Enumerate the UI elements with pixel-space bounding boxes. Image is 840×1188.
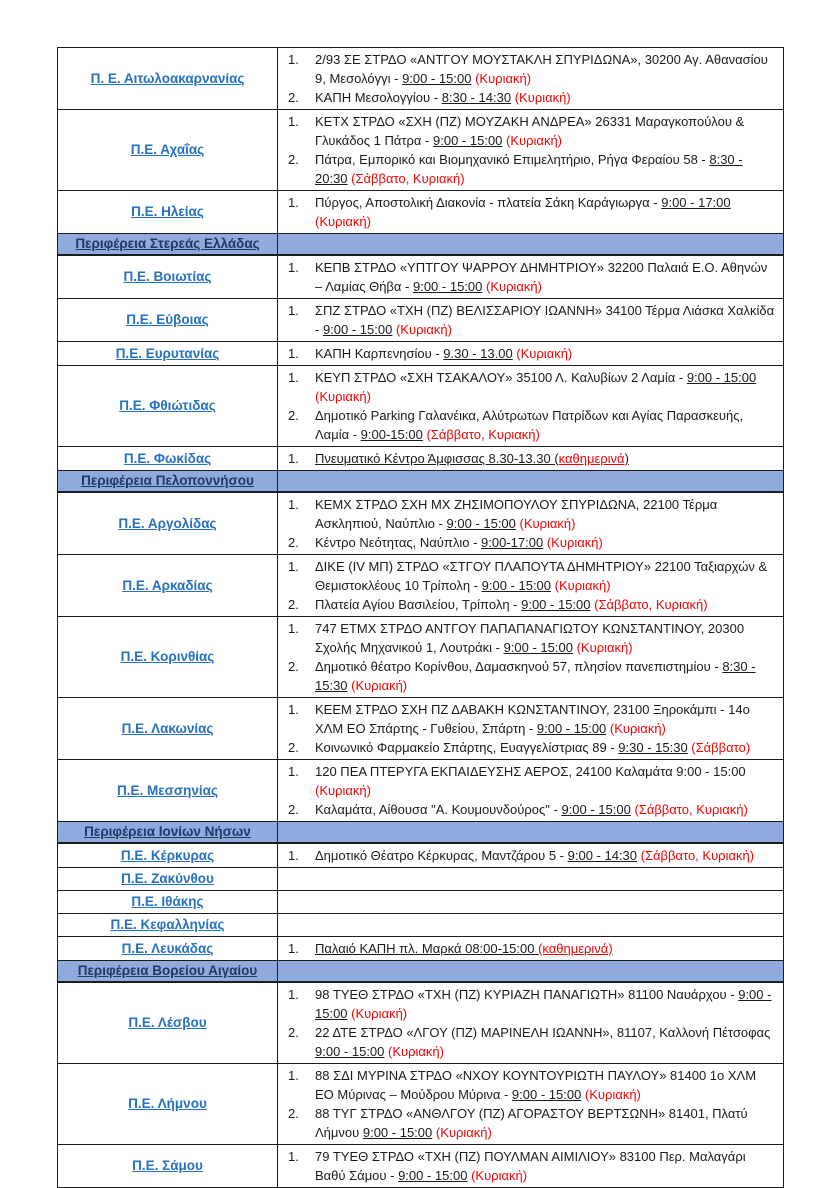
location-item: [288, 1023, 777, 1061]
item-text: [315, 700, 777, 738]
text-segment: 9:00 - 15:00: [322, 322, 393, 337]
item-number: 1.: [288, 559, 299, 574]
text-segment: 79 ΤΥΕΘ ΣΤΡΔΟ «ΤΧΗ (ΠΖ) ΠΟΥΛΜΑΝ ΑΙΜΙΛΙΟΥ» 83100 Περ. Μαλαγάρι Βαθύ Σάμου -: [315, 1149, 746, 1183]
location-item: [288, 657, 777, 695]
text-segment: Δημοτικό Θέατρο Κέρκυρας, Μαντζάρου 5 -: [315, 848, 568, 863]
text-segment: 9:00 - 15:00: [536, 721, 607, 736]
item-text: [315, 258, 777, 296]
text-segment: ΚΕΕΜ ΣΤΡΔΟ ΣΧΗ ΠΖ ΔΑΒΑΚΗ ΚΩΝΣΤΑΝΤΙΝΟΥ, 23100 Ξηροκάμπι - 14ο ΧΛΜ ΕΟ Σπάρτης - Γυθείου, Σπάρτη -: [315, 702, 750, 736]
region-row: [58, 891, 783, 914]
region-row: [58, 48, 783, 110]
item-text: [315, 762, 777, 800]
region-cell: [58, 447, 278, 470]
text-segment: (Κυριακή): [315, 214, 371, 229]
item-number: 2.: [288, 597, 299, 612]
item-text: [315, 557, 777, 595]
location-item: [288, 150, 777, 188]
region-cell: [58, 937, 278, 960]
text-segment: (Κυριακή): [315, 783, 371, 798]
text-segment: καθημερινά: [558, 451, 625, 466]
locations-cell: [278, 555, 783, 616]
text-segment: 9:00 - 15:00: [412, 279, 483, 294]
text-segment: ΚΕΠΒ ΣΤΡΔΟ «ΥΠΤΓΟΥ ΨΑΡΡΟΥ ΔΗΜΗΤΡΙΟΥ» 32200 Παλαιά Ε.Ο. Αθηνών – Λαμίας Θήβα -: [315, 260, 768, 294]
location-item: [288, 495, 777, 533]
item-text: [315, 657, 777, 695]
item-number: 1.: [288, 52, 299, 67]
locations-cell: [278, 110, 783, 190]
region-link[interactable]: Π.Ε. Αργολίδας: [118, 515, 217, 531]
region-row: [58, 914, 783, 937]
item-number: 2.: [288, 1025, 299, 1040]
item-number: 1.: [288, 195, 299, 210]
region-link[interactable]: Π.Ε. Εύβοιας: [126, 312, 209, 327]
locations-cell: [278, 760, 783, 821]
text-segment: 9:00 - 15:00: [686, 370, 757, 385]
text-segment: 9:00 - 15:00: [315, 1044, 385, 1059]
region-link[interactable]: Π.Ε. Λέσβου: [128, 1015, 207, 1030]
item-text: [315, 368, 777, 406]
text-segment: 98 ΤΥΕΘ ΣΤΡΔΟ «ΤΧΗ (ΠΖ) ΚΥΡΙΑΖΗ ΠΑΝΑΓΙΩΤΗ» 81100 Ναυάρχου -: [315, 987, 739, 1002]
item-text: [315, 985, 777, 1023]
item-text: [315, 150, 777, 188]
text-segment: (Κυριακή): [475, 71, 532, 86]
location-item: [288, 88, 777, 107]
text-segment: (Κυριακή): [506, 133, 562, 148]
text-segment: 9:00 - 15:00: [446, 516, 516, 531]
region-header-fill: [278, 471, 783, 491]
region-row: [58, 256, 783, 299]
region-cell: [58, 1145, 278, 1187]
item-number: 2.: [288, 659, 299, 674]
item-number: 1.: [288, 1068, 299, 1083]
region-header-cell: [58, 822, 278, 842]
text-segment: ΚΕΤΧ ΣΤΡΔΟ «ΣΧΗ (ΠΖ) ΜΟΥΖΑΚΗ ΑΝΔΡΕΑ» 26331 Μαραγκοπούλου & Γλυκάδος 1 Πάτρα -: [315, 114, 745, 148]
region-link[interactable]: Π.Ε. Ζακύνθου: [121, 871, 214, 886]
text-segment: 9.30 - 13.00: [443, 346, 513, 361]
region-row: [58, 617, 783, 698]
region-cell: [58, 493, 278, 554]
item-number: 1.: [288, 497, 299, 512]
region-cell: [58, 868, 278, 890]
region-cell: [58, 191, 278, 233]
region-link[interactable]: Π.Ε. Λευκάδας: [121, 940, 214, 956]
item-number: 1.: [288, 621, 299, 636]
region-link[interactable]: Π.Ε. Ιθάκης: [131, 894, 204, 909]
location-item: [288, 738, 777, 757]
item-text: [315, 533, 777, 552]
text-segment: ΣΠΖ ΣΤΡΔΟ «ΤΧΗ (ΠΖ) ΒΕΛΙΣΣΑΡΙΟΥ ΙΩΑΝΝΗ» 34100 Τέρμα Λιάσκα Χαλκίδα -: [315, 303, 775, 337]
text-segment: Καλαμάτα, Αίθουσα "Α. Κουμουνδούρος" -: [315, 802, 562, 817]
item-text: [315, 301, 777, 339]
text-segment: 9:00 - 15:00: [398, 1168, 468, 1183]
text-segment: 9:00 - 15:00: [521, 597, 591, 612]
item-number: 2.: [288, 152, 299, 167]
text-segment: (Κυριακή): [471, 1168, 528, 1183]
text-segment: 9:00 - 14:30: [567, 848, 638, 863]
location-item: [288, 344, 777, 363]
location-item: [288, 557, 777, 595]
text-segment: 22 ΔΤΕ ΣΤΡΔΟ «ΛΓΟΥ (ΠΖ) ΜΑΡΙΝΕΛΗ ΙΩΑΝΝΗ», 81107, Καλλονή Πέτσοφας: [315, 1025, 771, 1040]
region-cell: [58, 1064, 278, 1144]
location-item: [288, 449, 777, 468]
text-segment: (Σάββατο): [691, 740, 751, 755]
item-number: 1.: [288, 114, 299, 129]
text-segment: Παλαιό ΚΑΠΗ πλ. Μαρκά 08:00-15:00: [315, 941, 539, 956]
item-number: 1.: [288, 941, 299, 956]
locations-cell: [278, 447, 783, 470]
text-segment: 88 ΤΥΓ ΣΤΡΔΟ «ΑΝΘΛΓΟΥ (ΠΖ) ΑΓΟΡΑΣΤΟΥ ΒΕΡΤΣΩΝΗ» 81401, Πλατύ Λήμνου: [315, 1106, 748, 1140]
item-text: [315, 406, 777, 444]
item-number: 1.: [288, 346, 299, 361]
text-segment: (Κυριακή): [516, 346, 573, 361]
text-segment: (Κυριακή): [351, 1006, 408, 1021]
text-segment: (Σάββατο, Κυριακή): [351, 171, 465, 186]
location-item: [288, 700, 777, 738]
region-header-row: [58, 961, 783, 983]
region-row: [58, 493, 783, 555]
region-cell: [58, 110, 278, 190]
locations-cell: [278, 844, 783, 867]
item-text: [315, 50, 777, 88]
document-table: [57, 47, 784, 1188]
item-text: [315, 738, 777, 757]
region-row: [58, 447, 783, 471]
region-row: [58, 844, 783, 868]
locations-cell: [278, 493, 783, 554]
region-link[interactable]: Π.Ε. Φωκίδας: [123, 450, 212, 466]
text-segment: (Κυριακή): [546, 535, 603, 550]
region-link[interactable]: Π.Ε. Βοιωτίας: [123, 269, 212, 284]
item-number: 2.: [288, 740, 299, 755]
text-segment: ΚΑΠΗ Μεσολογγίου -: [315, 90, 442, 105]
location-item: [288, 846, 777, 865]
item-number: 2.: [288, 802, 299, 817]
locations-cell: [278, 937, 783, 960]
region-header-label: Περιφέρεια Ιονίων Νήσων: [84, 824, 251, 839]
region-row: [58, 868, 783, 891]
region-header-cell: [58, 234, 278, 254]
region-link[interactable]: Π.Ε. Σάμου: [132, 1158, 203, 1173]
region-header-label: Περιφέρεια Στερεάς Ελλάδας: [75, 236, 260, 251]
text-segment: Πύργος, Αποστολική Διακονία - πλατεία Σάκη Καράγιωργα -: [315, 195, 662, 210]
region-cell: [58, 299, 278, 341]
item-number: 1.: [288, 1149, 299, 1164]
text-segment: 9:30 - 15:30: [618, 740, 688, 755]
region-row: [58, 191, 783, 234]
text-segment: (Κυριακή): [315, 389, 371, 404]
locations-cell: [278, 299, 783, 341]
region-link[interactable]: Π.Ε. Ηλείας: [131, 204, 204, 219]
text-segment: Δημοτικό θέατρο Κορίνθου, Δαμασκηνού 57, πλησίον πανεπιστημίου -: [315, 659, 723, 674]
text-segment: (Κυριακή): [514, 90, 571, 105]
region-row: [58, 555, 783, 617]
text-segment: 9:00 - 15:00: [503, 640, 573, 655]
item-number: 1.: [288, 303, 299, 318]
text-segment: 88 ΣΔΙ ΜΥΡΙΝΑ ΣΤΡΔΟ «ΝΧΟΥ ΚΟΥΝΤΟΥΡΙΩΤΗ ΠΑΥΛΟΥ» 81400 1ο ΧΛΜ ΕΟ Μύρινας – Μούδρου Μύρινα -: [315, 1068, 757, 1102]
text-segment: (Σάββατο, Κυριακή): [594, 597, 708, 612]
text-segment: Πάτρα, Εμπορικό και Βιομηχανικό Επιμελητήριο, Ρήγα Φεραίου 58 -: [315, 152, 710, 167]
text-segment: 9:00 - 17:00: [661, 195, 731, 210]
text-segment: 9:00 - 15:00: [481, 578, 552, 593]
item-text: [315, 939, 777, 958]
location-item: [288, 533, 777, 552]
text-segment: (Κυριακή): [554, 578, 611, 593]
locations-cell: [278, 868, 783, 890]
region-cell: [58, 891, 278, 913]
text-segment: ΚΕΜΧ ΣΤΡΔΟ ΣΧΗ ΜΧ ΖΗΣΙΜΟΠΟΥΛΟΥ ΣΠΥΡΙΔΩΝΑ, 22100 Τέρμα Ασκληπιού, Ναύπλιο -: [315, 497, 718, 531]
region-cell: [58, 342, 278, 365]
region-header-label: Περιφέρεια Βορείου Αιγαίου: [77, 963, 258, 978]
region-cell: [58, 983, 278, 1063]
text-segment: 120 ΠΕΑ ΠΤΕΡΥΓΑ ΕΚΠΑΙΔΕΥΣΗΣ ΑΕΡΟΣ, 24100 Καλαμάτα 9:00 - 15:00: [315, 764, 746, 779]
item-text: [315, 1066, 777, 1104]
text-segment: (Κυριακή): [584, 1087, 641, 1102]
item-text: [315, 1147, 777, 1185]
location-item: [288, 1066, 777, 1104]
region-header-row: [58, 234, 783, 256]
text-segment: (Κυριακή): [351, 678, 408, 693]
region-link[interactable]: Π.Ε. Κορινθίας: [120, 649, 215, 664]
location-item: [288, 368, 777, 406]
item-number: 1.: [288, 848, 299, 863]
text-segment: (Κυριακή): [388, 1044, 444, 1059]
text-segment: Πλατεία Αγίου Βασιλείου, Τρίπολη -: [315, 597, 522, 612]
item-text: [315, 449, 777, 468]
locations-cell: [278, 1145, 783, 1187]
region-cell: [58, 914, 278, 936]
text-segment: (Κυριακή): [609, 721, 666, 736]
text-segment: 9:00 - 15:00: [402, 71, 472, 86]
item-number: 1.: [288, 260, 299, 275]
text-segment: (Κυριακή): [486, 279, 542, 294]
item-text: [315, 193, 777, 231]
region-row: [58, 983, 783, 1064]
text-segment: (καθημερινά): [538, 941, 613, 956]
item-number: 1.: [288, 764, 299, 779]
item-text: [315, 112, 777, 150]
item-number: 1.: [288, 370, 299, 385]
item-number: 2.: [288, 535, 299, 550]
locations-cell: [278, 366, 783, 446]
location-item: [288, 1147, 777, 1185]
region-link[interactable]: Π.Ε. Αχαΐας: [130, 142, 205, 157]
text-segment: (Σάββατο, Κυριακή): [426, 427, 540, 442]
item-number: 1.: [288, 987, 299, 1002]
region-link[interactable]: Π.Ε. Αρκαδίας: [122, 577, 213, 593]
region-cell: [58, 555, 278, 616]
text-segment: ΚΑΠΗ Καρπενησίου -: [315, 346, 444, 361]
text-segment: 8:30 - 20:30: [315, 152, 743, 186]
item-text: [315, 595, 777, 614]
location-item: [288, 406, 777, 444]
region-header-cell: [58, 471, 278, 491]
region-link[interactable]: Π.Ε. Λήμνου: [128, 1096, 207, 1111]
location-item: [288, 112, 777, 150]
location-item: [288, 800, 777, 819]
region-link[interactable]: Π.Ε. Κέρκυρας: [120, 847, 215, 863]
text-segment: (Σάββατο, Κυριακή): [640, 848, 755, 863]
item-number: 2.: [288, 90, 299, 105]
text-segment: 9:00 - 15:00: [315, 987, 772, 1021]
text-segment: ΔΙΚΕ (IV ΜΠ) ΣΤΡΔΟ «ΣΤΓΟΥ ΠΛΑΠΟΥΤΑ ΔΗΜΗΤΡΙΟΥ» 22100 Ταξιαρχών & Θεμιστοκλέους 10 Τρίπολη -: [315, 559, 768, 593]
region-cell: [58, 760, 278, 821]
text-segment: Κέντρο Νεότητας, Ναύπλιο -: [315, 535, 482, 550]
item-text: [315, 619, 777, 657]
item-text: [315, 88, 777, 107]
region-link[interactable]: Π. Ε. Αιτωλοακαρνανίας: [90, 70, 245, 86]
item-text: [315, 495, 777, 533]
text-segment: 9:00-17:00: [481, 535, 544, 550]
location-item: [288, 985, 777, 1023]
region-cell: [58, 844, 278, 867]
item-text: [315, 344, 777, 363]
locations-cell: [278, 256, 783, 298]
text-segment: 8:30 - 14:30: [441, 90, 512, 105]
text-segment: ): [624, 451, 629, 466]
location-item: [288, 762, 777, 800]
region-link[interactable]: Π.Ε. Λακωνίας: [121, 720, 214, 736]
location-item: [288, 193, 777, 231]
text-segment: (Κυριακή): [435, 1125, 492, 1140]
item-text: [315, 846, 777, 865]
locations-cell: [278, 891, 783, 913]
text-segment: ΚΕΥΠ ΣΤΡΔΟ «ΣΧΗ ΤΣΑΚΑΛΟΥ» 35100 Λ. Καλυβίων 2 Λαμία -: [315, 370, 687, 385]
region-row: [58, 1064, 783, 1145]
locations-cell: [278, 698, 783, 759]
region-link[interactable]: Π.Ε. Φθιώτιδας: [119, 398, 216, 413]
region-header-label: Περιφέρεια Πελοποννήσου: [81, 473, 254, 488]
location-item: [288, 939, 777, 958]
region-link[interactable]: Π.Ε. Μεσσηνίας: [117, 782, 218, 798]
locations-cell: [278, 342, 783, 365]
region-cell: [58, 698, 278, 759]
text-segment: 9:00 - 15:00: [362, 1125, 433, 1140]
region-link[interactable]: Π.Ε. Κεφαλληνίας: [110, 917, 225, 932]
locations-cell: [278, 914, 783, 936]
text-segment: 2/93 ΣΕ ΣΤΡΔΟ «ΑΝΤΓΟΥ ΜΟΥΣΤΑΚΛΗ ΣΠΥΡΙΔΩΝΑ», 30200 Αγ. Αθανασίου 9, Μεσολόγγι -: [315, 52, 768, 86]
region-row: [58, 1145, 783, 1187]
text-segment: (Κυριακή): [519, 516, 576, 531]
locations-cell: [278, 983, 783, 1063]
item-number: 2.: [288, 1106, 299, 1121]
text-segment: Δημοτικό Parking Γαλανέικα, Αλύτρωτων Πατρίδων και Αγίας Παρασκευής, Λαμία -: [315, 408, 744, 442]
region-header-cell: [58, 961, 278, 981]
text-segment: 747 ΕΤΜΧ ΣΤΡΔΟ ΑΝΤΓΟΥ ΠΑΠΑΠΑΝΑΓΙΩΤΟΥ ΚΩΝΣΤΑΝΤΙΝΟΥ, 20300 Σχολής Μηχανικού 1, Λουτράκι -: [315, 621, 745, 655]
region-header-fill: [278, 822, 783, 842]
location-item: [288, 258, 777, 296]
region-header-row: [58, 471, 783, 493]
region-row: [58, 698, 783, 760]
location-item: [288, 50, 777, 88]
locations-cell: [278, 1064, 783, 1144]
text-segment: 8:30 - 15:30: [315, 659, 756, 693]
region-cell: [58, 256, 278, 298]
region-row: [58, 937, 783, 961]
text-segment: (Κυριακή): [395, 322, 452, 337]
location-item: [288, 301, 777, 339]
item-number: 1.: [288, 702, 299, 717]
locations-cell: [278, 48, 783, 109]
text-segment: 9:00 - 15:00: [433, 133, 503, 148]
region-row: [58, 110, 783, 191]
text-segment: 9:00 - 15:00: [561, 802, 631, 817]
region-row: [58, 760, 783, 822]
text-segment: Κοινωνικό Φαρμακείο Σπάρτης, Ευαγγελίστριας 89 -: [315, 740, 619, 755]
region-header-fill: [278, 234, 783, 254]
text-segment: Πνευματικό Κέντρο Άμφισσας 8.30-13.30 (: [315, 451, 559, 466]
text-segment: (Κυριακή): [576, 640, 633, 655]
item-text: [315, 1023, 777, 1061]
location-item: [288, 1104, 777, 1142]
region-row: [58, 342, 783, 366]
region-header-fill: [278, 961, 783, 981]
location-item: [288, 595, 777, 614]
item-number: 2.: [288, 408, 299, 423]
text-segment: 9:00-15:00: [360, 427, 423, 442]
region-row: [58, 366, 783, 447]
region-header-row: [58, 822, 783, 844]
region-row: [58, 299, 783, 342]
region-link[interactable]: Π.Ε. Ευρυτανίας: [115, 345, 220, 361]
region-cell: [58, 48, 278, 109]
item-text: [315, 800, 777, 819]
region-cell: [58, 366, 278, 446]
locations-cell: [278, 191, 783, 233]
item-number: 1.: [288, 451, 299, 466]
region-cell: [58, 617, 278, 697]
text-segment: 9:00 - 15:00: [511, 1087, 582, 1102]
item-text: [315, 1104, 777, 1142]
location-item: [288, 619, 777, 657]
text-segment: (Σάββατο, Κυριακή): [634, 802, 748, 817]
locations-cell: [278, 617, 783, 697]
